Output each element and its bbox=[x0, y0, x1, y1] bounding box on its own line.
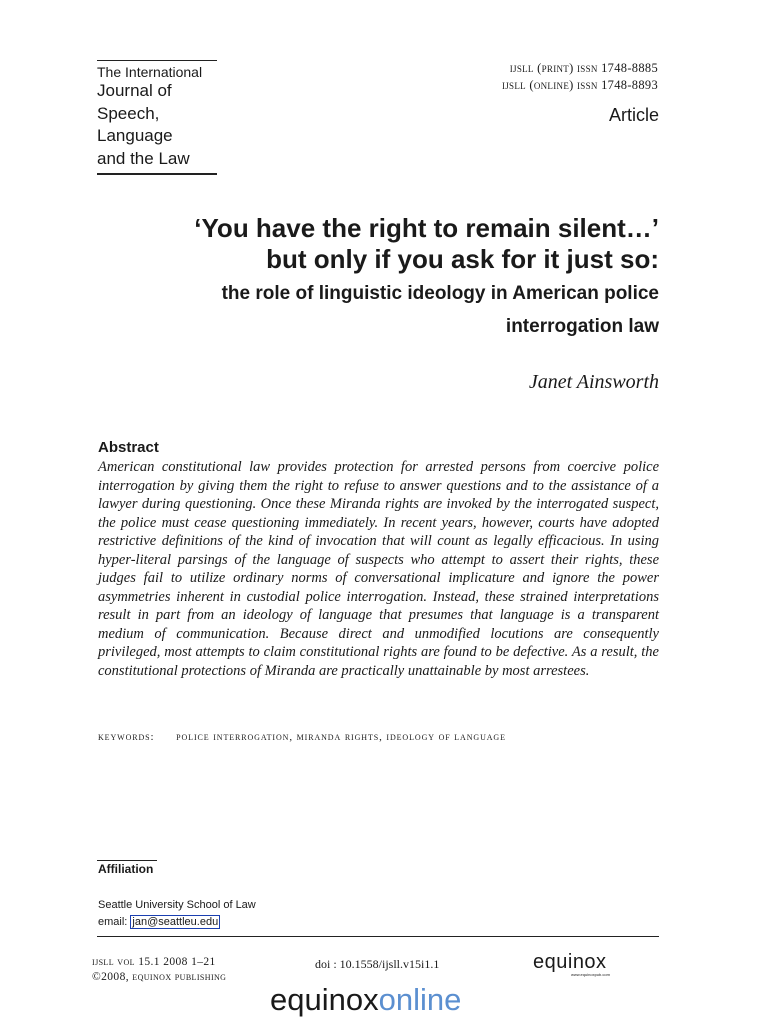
issn-online: ijsll (online) issn 1748-8893 bbox=[501, 78, 658, 92]
email-label: email: bbox=[98, 916, 128, 928]
journal-name-line3: Speech, bbox=[97, 103, 160, 123]
equinoxonline-logo bbox=[268, 978, 504, 1024]
online-logo-part: online bbox=[378, 982, 462, 1017]
footer-rule bbox=[97, 936, 659, 937]
journal-bottom-rule bbox=[97, 173, 217, 175]
subtitle-line1: the role of linguistic ideology in American police bbox=[221, 283, 659, 304]
affiliation-rule bbox=[97, 860, 157, 861]
abstract-body: American constitutional law provides protection for arrested persons from coercive police interrogation by giving them the right to refuse to answer questions and to the assistance of a lawyer during questioning. Once these Miranda rights are invoked by the interrogated suspect, the police must cease questioning immediately. In recent years, however, courts have adopted restrictive definitions of the kind of invocation that will count as legally efficacious. In using hyper-literal parsings of the language of suspects who attempt to assert their rights, these judges fail to utilize ordinary norms of conversational implicature and ignore the power asymmetries inherent in custodial police interrogation. Instead, these strained interpretations result in part from an ideology of language that presumes that language is a transparent medium of communication. Because direct and unmodified locutions are consequently privileged, most attempts to claim constitutional rights are found to be defective. As a result, the constitutional protections of Miranda are practically unattainable by most arrestees. bbox=[98, 459, 659, 679]
equinox-logo-small-url: www.equinoxpub.com bbox=[571, 972, 610, 977]
journal-name-line5: and the Law bbox=[97, 148, 190, 168]
equinox-logo-small bbox=[533, 951, 633, 977]
email-link[interactable]: jan@seattleu.edu bbox=[132, 916, 219, 928]
keywords-line bbox=[98, 731, 506, 743]
affiliation-heading: Affiliation bbox=[98, 862, 154, 876]
article-type-label: Article bbox=[608, 105, 659, 125]
keywords-label: keywords: bbox=[98, 731, 155, 743]
author-name: Janet Ainsworth bbox=[528, 371, 659, 393]
keywords-list: police interrogation, miranda rights, ideology of language bbox=[176, 731, 506, 743]
affiliation-institution: Seattle University School of Law bbox=[98, 899, 256, 911]
equinox-logo-part: equinox bbox=[270, 982, 379, 1017]
article-title-block bbox=[99, 213, 659, 341]
footer-citation bbox=[92, 955, 226, 985]
issn-block bbox=[502, 60, 658, 94]
journal-name-line4: Language bbox=[97, 126, 173, 145]
title-line2: but only if you ask for it just so: bbox=[266, 244, 659, 274]
journal-name-line2: Journal of bbox=[97, 81, 172, 100]
equinoxonline-logo-text bbox=[270, 982, 461, 1017]
affiliation-email-line bbox=[98, 916, 220, 928]
title-line1: ‘You have the right to remain silent…’ bbox=[194, 213, 659, 243]
footer-copyright: ©2008, equinox publishing bbox=[92, 971, 227, 983]
issn-print: ijsll (print) issn 1748-8885 bbox=[509, 61, 658, 75]
subtitle-line2: interrogation law bbox=[505, 316, 659, 337]
abstract-heading: Abstract bbox=[98, 439, 159, 456]
footer-volume: ijsll vol 15.1 2008 1–21 bbox=[92, 956, 216, 968]
journal-top-rule bbox=[97, 60, 217, 61]
doi-text: doi : 10.1558/ijsll.v15i1.1 bbox=[315, 957, 440, 971]
journal-name-line1: The International bbox=[97, 64, 203, 80]
journal-name-block bbox=[97, 60, 217, 175]
equinox-logo-small-text: equinox bbox=[533, 951, 607, 973]
